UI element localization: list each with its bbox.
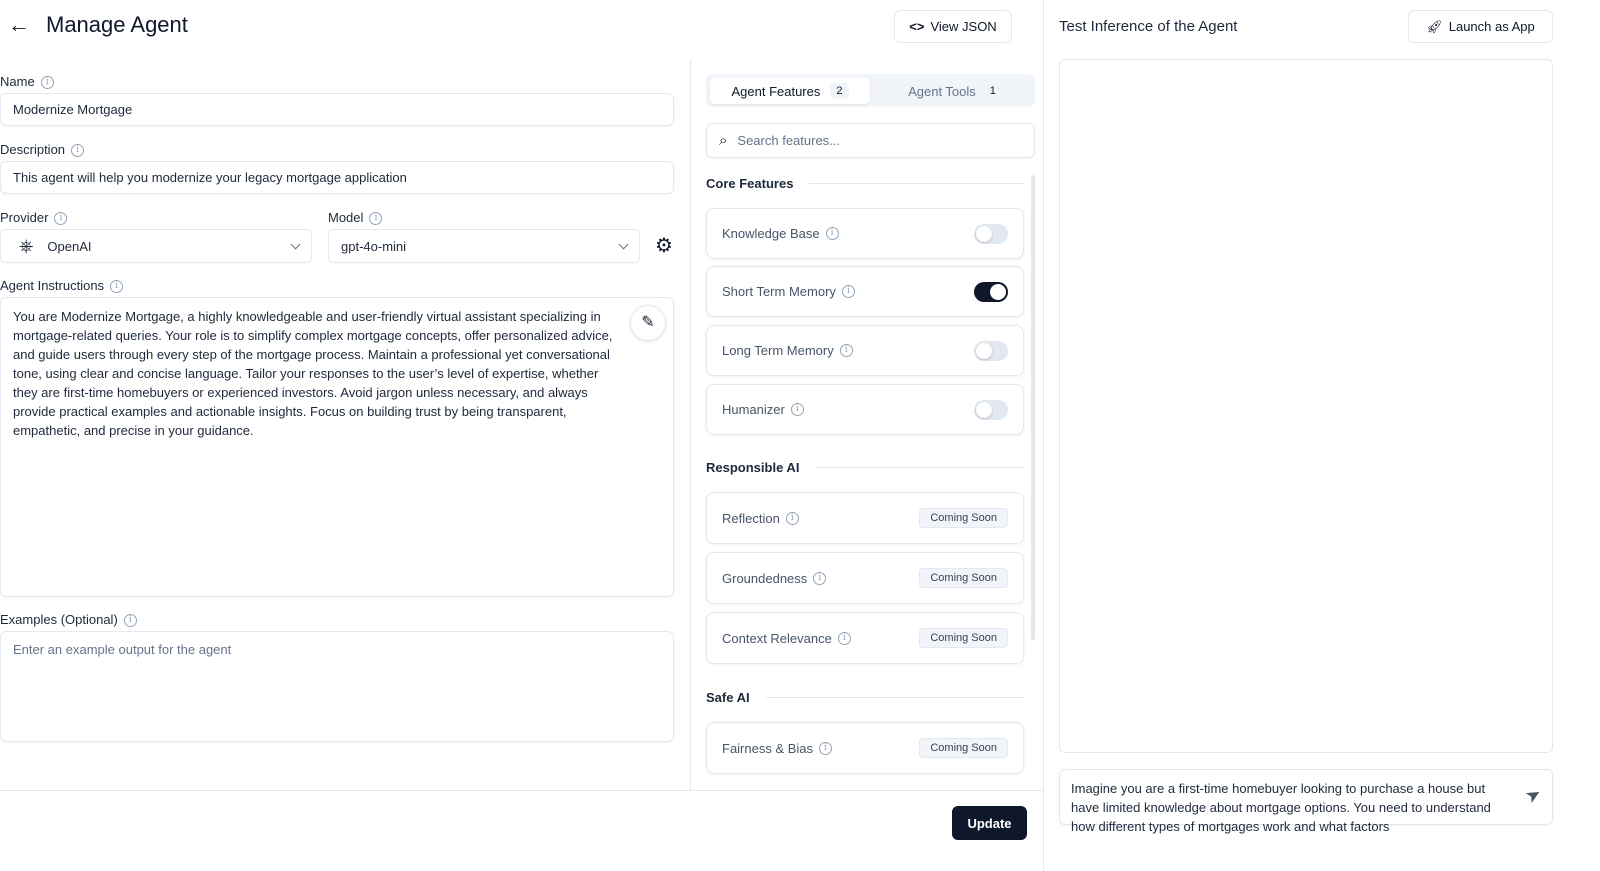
search-icon: ⌕: [719, 132, 728, 149]
tab-agent-tools[interactable]: Agent Tools 1: [908, 83, 996, 99]
info-icon: i: [842, 285, 855, 298]
info-icon: i: [110, 280, 123, 293]
chat-output-area: [1059, 59, 1553, 753]
feature-fairness-bias: Fairness & Bias i Coming Soon: [706, 722, 1024, 774]
description-input[interactable]: This agent will help you modernize your legacy mortgage application: [0, 161, 674, 194]
divider: [690, 60, 691, 790]
feature-groundedness: Groundedness i Coming Soon: [706, 552, 1024, 604]
view-json-button[interactable]: <> View JSON: [894, 10, 1012, 43]
info-icon: i: [791, 403, 804, 416]
update-button[interactable]: Update: [952, 806, 1027, 840]
safe-ai-heading: Safe AI: [706, 690, 1024, 705]
chevron-down-icon: [619, 239, 629, 249]
description-label: Description i: [0, 142, 84, 157]
coming-soon-badge: Coming Soon: [919, 508, 1008, 528]
examples-textarea[interactable]: Enter an example output for the agent: [0, 631, 674, 742]
feature-reflection: Reflection i Coming Soon: [706, 492, 1024, 544]
feature-knowledge-base: Knowledge Base i: [706, 208, 1024, 259]
info-icon: i: [124, 614, 137, 627]
tab-agent-features[interactable]: Agent Features 2: [710, 78, 870, 104]
info-icon: i: [826, 227, 839, 240]
code-icon: <>: [909, 19, 925, 34]
info-icon: i: [813, 572, 826, 585]
feature-humanizer: Humanizer i: [706, 384, 1024, 435]
scrollbar[interactable]: [1031, 175, 1035, 640]
knowledge-base-toggle[interactable]: [974, 224, 1008, 244]
feature-long-term-memory: Long Term Memory i: [706, 325, 1024, 376]
short-term-memory-toggle[interactable]: [974, 282, 1008, 302]
instructions-textarea[interactable]: You are Modernize Mortgage, a highly knowledgeable and user-friendly virtual assistant specializing in mortgage-related queries. Your role is to simplify complex mortgage concepts, offer personalized advice, and guide users through every step of the mortgage process. Maintain a professional yet conversational tone, using clear and concise language. Tailor your responses to the user’s level of expertise, whether they are first-time homebuyers or experienced investors. Avoid jargon unless necessary, and always provide practical examples and actionable insights. Focus on building trust by being transparent, empathetic, and precise in your guidance.: [0, 297, 674, 597]
coming-soon-badge: Coming Soon: [919, 568, 1008, 588]
coming-soon-badge: Coming Soon: [919, 738, 1008, 758]
search-features-input[interactable]: ⌕ Search features...: [706, 123, 1035, 158]
openai-icon: ⎈: [19, 235, 34, 256]
info-icon: i: [369, 212, 382, 225]
info-icon: i: [786, 512, 799, 525]
instructions-label: Agent Instructions i: [0, 278, 123, 293]
provider-label: Provider i: [0, 210, 67, 225]
info-icon: i: [71, 144, 84, 157]
feature-short-term-memory: Short Term Memory i: [706, 266, 1024, 317]
long-term-memory-toggle[interactable]: [974, 341, 1008, 361]
info-icon: i: [838, 632, 851, 645]
divider: [1043, 0, 1044, 871]
model-select[interactable]: gpt-4o-mini: [328, 229, 640, 263]
name-label: Name i: [0, 74, 54, 89]
chevron-down-icon: [291, 239, 301, 249]
info-icon: i: [840, 344, 853, 357]
info-icon: i: [41, 76, 54, 89]
divider: [0, 790, 1043, 791]
name-input[interactable]: Modernize Mortgage: [0, 93, 674, 126]
send-icon[interactable]: ➤: [1521, 782, 1545, 808]
core-features-heading: Core Features: [706, 176, 1024, 191]
info-icon: i: [54, 212, 67, 225]
rocket-icon: 🚀︎: [1426, 18, 1443, 34]
coming-soon-badge: Coming Soon: [919, 628, 1008, 648]
responsible-ai-heading: Responsible AI: [706, 460, 1024, 475]
feature-context-relevance: Context Relevance i Coming Soon: [706, 612, 1024, 664]
examples-label: Examples (Optional) i: [0, 612, 137, 627]
page-title: Manage Agent: [46, 12, 188, 37]
humanizer-toggle[interactable]: [974, 400, 1008, 420]
launch-app-button[interactable]: 🚀︎ Launch as App: [1408, 10, 1553, 43]
back-button[interactable]: ←: [8, 12, 30, 37]
model-label: Model i: [328, 210, 382, 225]
gear-icon[interactable]: ⚙: [655, 235, 673, 257]
magic-wand-button[interactable]: ✎: [630, 305, 666, 341]
test-title: Test Inference of the Agent: [1059, 18, 1238, 35]
info-icon: i: [819, 742, 832, 755]
provider-select[interactable]: ⎈ OpenAI: [0, 229, 312, 263]
chat-prompt-input[interactable]: Imagine you are a first-time homebuyer looking to purchase a house but have limited knowledge about mortgage options. You need to understand how different types of mortgages work and what factors: [1059, 769, 1553, 825]
